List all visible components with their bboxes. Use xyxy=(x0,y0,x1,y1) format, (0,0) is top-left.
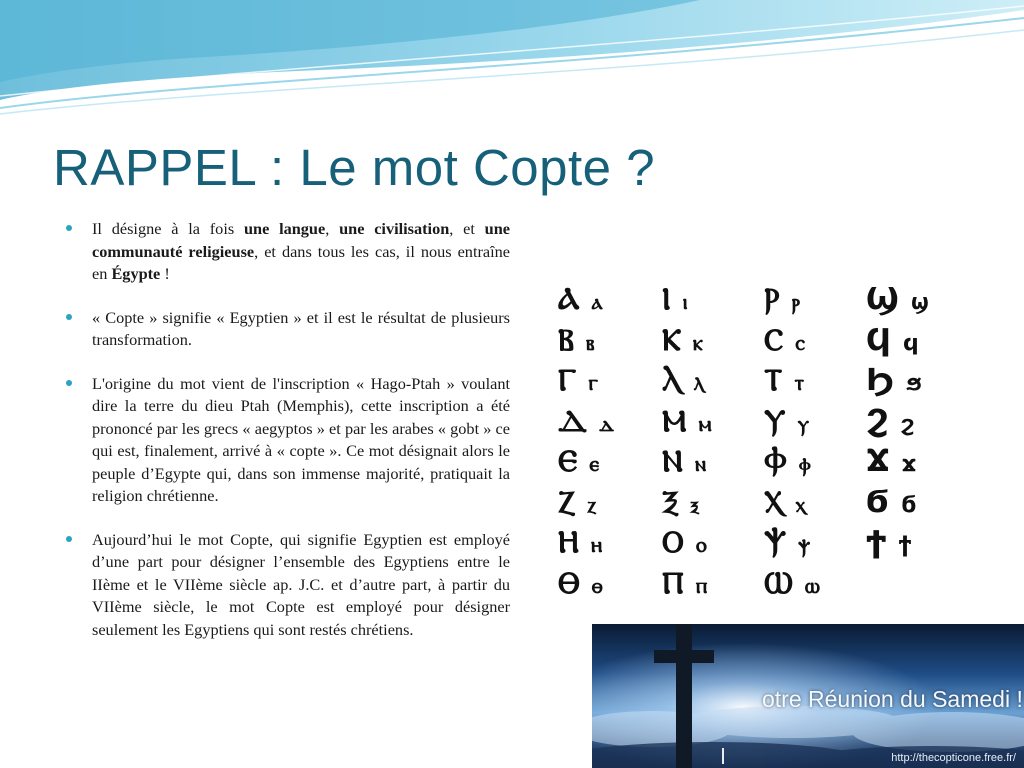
coptic-letter-pair xyxy=(866,404,914,439)
coptic-letter-pair xyxy=(662,282,688,317)
coptic-uppercase-letter: Ⲯ xyxy=(764,525,787,560)
coptic-letter-pair xyxy=(764,444,811,479)
coptic-letter-pair xyxy=(662,485,699,520)
text-run: Il désigne à la fois xyxy=(92,219,244,238)
coptic-lowercase-letter: ⲫ xyxy=(798,452,811,477)
coptic-uppercase-letter: Ⲝ xyxy=(662,484,679,520)
coptic-uppercase-letter: Ⲣ xyxy=(764,282,780,317)
coptic-lowercase-letter: ⲣ xyxy=(791,290,801,315)
coptic-uppercase-letter: Ⲕ xyxy=(662,322,681,358)
text-run: , et dans tous les cas, il nous entraîne en xyxy=(92,241,511,283)
coptic-lowercase-letter: ⲝ xyxy=(690,492,699,518)
coptic-letter-pair xyxy=(558,404,614,439)
coptic-letter-pair xyxy=(662,323,703,358)
coptic-letter-pair xyxy=(866,525,911,560)
coptic-lowercase-letter: ϯ xyxy=(898,533,912,558)
coptic-letter-pair xyxy=(764,363,804,398)
coptic-lowercase-letter: ⲑ xyxy=(591,573,603,599)
coptic-letter-pair xyxy=(764,404,809,439)
coptic-letter-pair xyxy=(662,566,707,601)
coptic-lowercase-letter: ϥ xyxy=(902,330,919,356)
coptic-lowercase-letter: ⲛ xyxy=(694,452,707,477)
coptic-uppercase-letter: Ϯ xyxy=(866,525,887,560)
banner-title: otre Réunion du Samedi ! xyxy=(762,686,1023,712)
banner-image xyxy=(592,624,1024,768)
coptic-uppercase-letter: Ϣ xyxy=(866,282,899,317)
coptic-lowercase-letter: ⲃ xyxy=(585,330,595,356)
header-wave-decoration xyxy=(0,0,1024,120)
coptic-letter-pair xyxy=(764,525,810,560)
coptic-letter-pair xyxy=(764,282,800,317)
coptic-uppercase-letter: Ϭ xyxy=(866,484,889,520)
coptic-lowercase-letter: ⲙ xyxy=(698,411,712,437)
coptic-uppercase-letter: Ⲍ xyxy=(558,484,576,520)
coptic-uppercase-letter: Ⲥ xyxy=(764,322,784,358)
banner-url: http://thecopticone.free.fr/ xyxy=(891,752,1016,764)
coptic-letter-pair xyxy=(866,485,916,520)
coptic-uppercase-letter: Ⲧ xyxy=(764,363,783,398)
coptic-lowercase-letter: ⲭ xyxy=(795,492,806,518)
coptic-uppercase-letter: Ⲏ xyxy=(558,525,579,560)
coptic-uppercase-letter: Ⲱ xyxy=(764,565,793,601)
coptic-uppercase-letter: Ⲗ xyxy=(662,363,682,398)
coptic-uppercase-letter: Ⲑ xyxy=(558,565,580,601)
text-run: ! xyxy=(160,264,170,283)
coptic-letter-pair xyxy=(866,323,919,358)
coptic-lowercase-letter: ⲥ xyxy=(795,330,806,356)
coptic-uppercase-letter: Ϧ xyxy=(866,363,894,398)
coptic-uppercase-letter: Ⲉ xyxy=(558,444,578,479)
coptic-lowercase-letter: ⲧ xyxy=(794,371,804,396)
coptic-uppercase-letter: Ⲩ xyxy=(764,403,786,439)
coptic-lowercase-letter: ⲇ xyxy=(599,411,615,437)
coptic-lowercase-letter: ⲏ xyxy=(590,533,603,558)
coptic-alphabet-table xyxy=(558,282,978,602)
coptic-uppercase-letter: Ⲟ xyxy=(662,525,684,560)
bold-text: Égypte xyxy=(111,264,161,283)
coptic-uppercase-letter: Ⲭ xyxy=(764,484,784,520)
coptic-uppercase-letter: Ⲃ xyxy=(558,322,574,358)
coptic-letter-pair xyxy=(558,282,603,317)
bullet-item xyxy=(66,373,510,508)
coptic-uppercase-letter: Ϫ xyxy=(866,444,890,479)
coptic-lowercase-letter: ⲗ xyxy=(693,371,704,396)
coptic-lowercase-letter: ⲕ xyxy=(692,330,703,356)
bullet-dot-icon xyxy=(66,380,72,386)
coptic-lowercase-letter: ⲱ xyxy=(804,573,820,599)
coptic-uppercase-letter: Ⲁ xyxy=(558,282,580,317)
coptic-lowercase-letter: ϭ xyxy=(900,492,917,518)
coptic-letter-pair xyxy=(662,404,712,439)
coptic-lowercase-letter: ϧ xyxy=(905,371,923,396)
coptic-uppercase-letter: Ⲓ xyxy=(662,282,671,317)
coptic-letter-pair xyxy=(558,566,603,601)
coptic-letter-pair xyxy=(662,444,706,479)
coptic-lowercase-letter: ⲟ xyxy=(695,533,707,558)
coptic-lowercase-letter: ⲍ xyxy=(587,492,597,518)
coptic-letter-pair xyxy=(558,485,596,520)
text-run: , et xyxy=(449,219,485,238)
bold-text: une communauté religieuse xyxy=(92,219,510,261)
text-run: Aujourd’hui le mot Copte, qui signifie Egyptien est employé d’une part pour désigner l’ensemble des Egyptiens entre le IIème et le VIIème siècle ap. J.C. et d’autre part, à partir du VIIème siècle, le mot Copte est employé pour désigner seulement les Egyptiens qui sont restés chrétiens. xyxy=(92,529,510,639)
text-run: , xyxy=(325,219,340,238)
coptic-letter-pair xyxy=(558,323,594,358)
coptic-uppercase-letter: Ⲇ xyxy=(558,403,588,439)
coptic-lowercase-letter: ϩ xyxy=(900,411,915,437)
bullet-dot-icon xyxy=(66,314,72,320)
coptic-letter-pair xyxy=(558,525,602,560)
bullet-item xyxy=(66,218,510,286)
bullet-dot-icon xyxy=(66,225,72,231)
coptic-letter-pair xyxy=(866,363,922,398)
bullet-item xyxy=(66,307,510,352)
coptic-lowercase-letter: ⲁ xyxy=(591,290,603,315)
coptic-uppercase-letter: Ϥ xyxy=(866,322,891,358)
coptic-letter-pair xyxy=(558,363,598,398)
coptic-lowercase-letter: ⲅ xyxy=(588,371,598,396)
coptic-lowercase-letter: ⲉ xyxy=(589,452,600,477)
coptic-uppercase-letter: Ⲫ xyxy=(764,444,787,479)
coptic-letter-pair xyxy=(662,525,707,560)
coptic-lowercase-letter: ⲯ xyxy=(798,533,811,558)
coptic-lowercase-letter: ⲡ xyxy=(695,573,708,599)
coptic-letter-pair xyxy=(866,444,916,479)
text-run: L'origine du mot vient de l'inscription « Hago-Ptah » voulant dire la terre du dieu Ptah (Memphis), cette inscription a été prononcé par les grecs « aegyptos » et par les arabes « gobt » ce qui est, finalement, arrivé à « copte ». Ce mot désignait alors le peuple d’Egypte qui, dans son immense majorité, pratiquait la religion chrétienne. xyxy=(92,373,510,505)
coptic-letter-pair xyxy=(558,444,599,479)
coptic-letter-pair xyxy=(866,282,929,317)
coptic-uppercase-letter: Ⲙ xyxy=(662,403,687,439)
bold-text: une civilisation xyxy=(339,219,450,238)
bold-text: une langue xyxy=(243,219,326,238)
coptic-lowercase-letter: ϫ xyxy=(901,452,917,477)
slide-title: RAPPEL : Le mot Copte ? xyxy=(53,139,656,196)
coptic-lowercase-letter: ⲩ xyxy=(797,411,809,437)
coptic-uppercase-letter: Ⲡ xyxy=(662,565,684,601)
coptic-uppercase-letter: Ϩ xyxy=(866,403,889,439)
text-run: « Copte » signifie « Egyptien » et il est le résultat de plusieurs transformation. xyxy=(92,307,510,349)
coptic-letter-pair xyxy=(764,485,806,520)
coptic-letter-pair xyxy=(764,566,820,601)
bullet-list xyxy=(66,218,510,662)
bullet-dot-icon xyxy=(66,536,72,542)
coptic-lowercase-letter: ⲓ xyxy=(682,290,688,315)
bullet-item xyxy=(66,529,510,642)
coptic-lowercase-letter: ϣ xyxy=(910,290,930,315)
coptic-letter-pair xyxy=(764,323,805,358)
coptic-letter-pair xyxy=(662,363,704,398)
coptic-uppercase-letter: Ⲛ xyxy=(662,444,683,479)
coptic-uppercase-letter: Ⲅ xyxy=(558,363,577,398)
